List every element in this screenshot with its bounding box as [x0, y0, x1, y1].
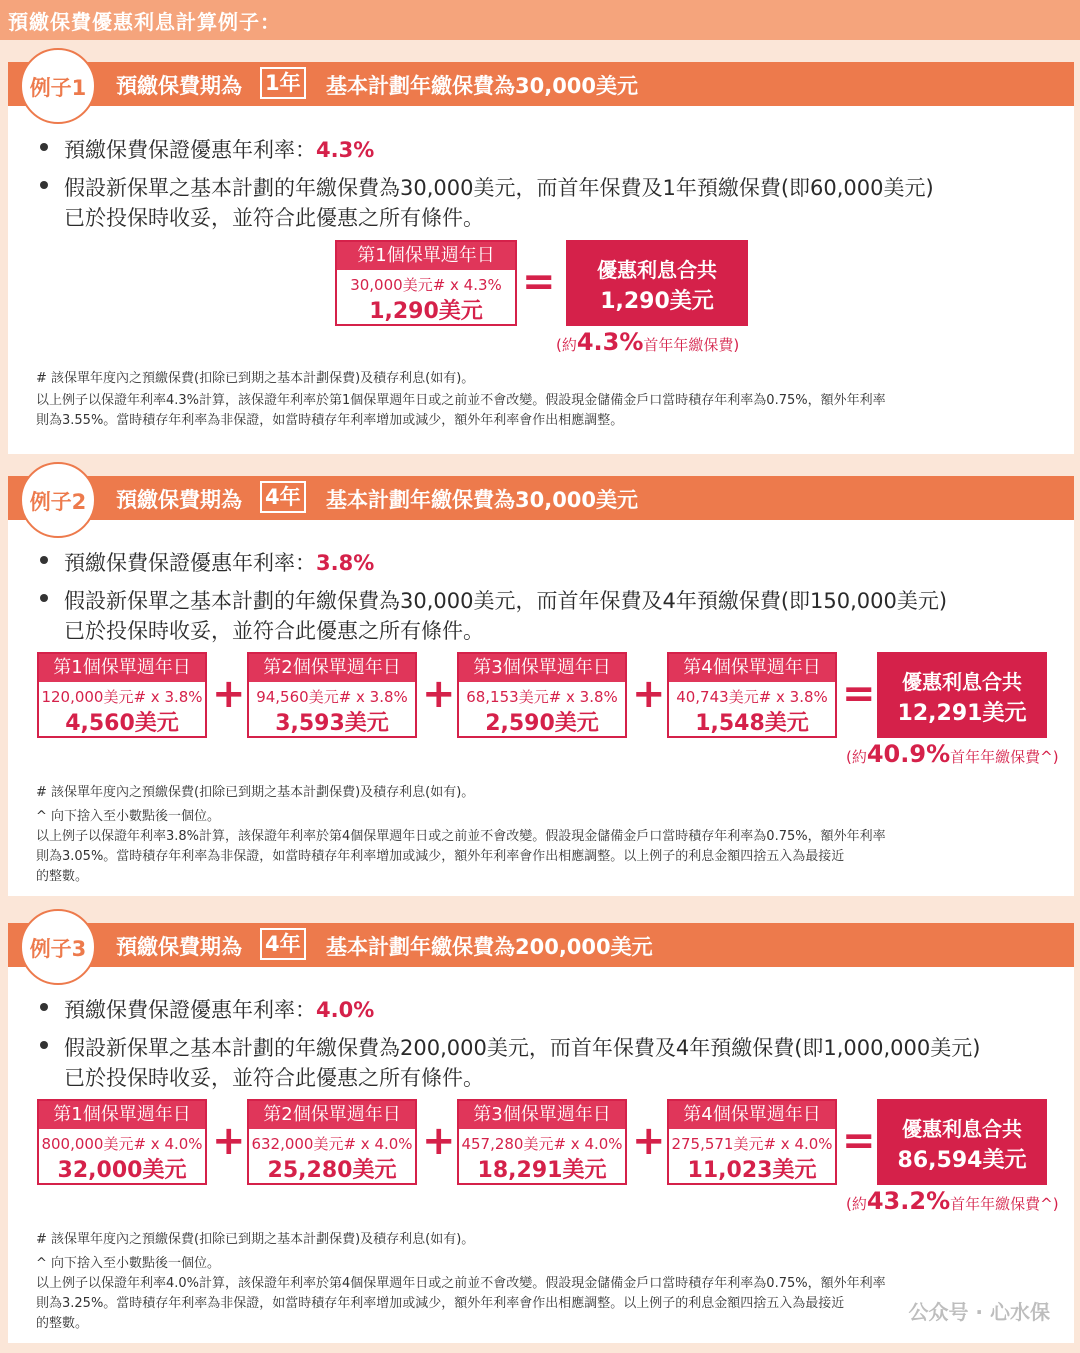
- example-3-badge: 例子3: [20, 909, 96, 985]
- example-2-rate-line: 預繳保費保證優惠年利率：3.8%: [64, 551, 375, 575]
- page-header: [0, 0, 1080, 40]
- example-2-calc-4: 第4個保單週年日 40,743美元# x 3.8% 1,548美元: [667, 652, 837, 738]
- equals-sign: =: [842, 1118, 876, 1164]
- example-2-badge: 例子2: [20, 462, 96, 538]
- equals-sign: =: [842, 671, 876, 717]
- example-1-desc-1: 假設新保單之基本計劃的年繳保費為30,000美元，而首年保費及1年預繳保費(即60,000美元): [64, 176, 934, 200]
- example-1-note-hash: # 該保單年度內之預繳保費(扣除已到期之基本計劃保費)及積存利息(如有)。: [36, 371, 475, 386]
- example-2-period: 4年: [260, 481, 306, 513]
- plus-sign: +: [212, 1118, 246, 1164]
- watermark: 公众号 · 心水保: [908, 1300, 1050, 1324]
- example-2-total: 優惠利息合共 12,291美元: [877, 652, 1047, 738]
- example-3-calc-2: 第2個保單週年日 632,000美元# x 4.0% 25,280美元: [247, 1099, 417, 1185]
- example-1-footnote: 以上例子以保證年利率4.3%計算，該保證年利率於第1個保單週年日或之前並不會改變。假設現金儲備金戶口當時積存年利率為0.75%，額外年利率 則為3.55%。當時積存年利率為非保證，如當時積存年利率增加或減少，額外年利率會作出相應調整。: [36, 393, 886, 428]
- example-3-calc-3: 第3個保單週年日 457,280美元# x 4.0% 18,291美元: [457, 1099, 627, 1185]
- example-1-badge: 例子1: [20, 48, 96, 124]
- example-3-calc-1: 第1個保單週年日 800,000美元# x 4.0% 32,000美元: [37, 1099, 207, 1185]
- example-2-footnote: 以上例子以保證年利率3.8%計算，該保證年利率於第4個保單週年日或之前並不會改變。假設現金儲備金戶口當時積存年利率為0.75%，額外年利率 則為3.05%。當時積存年利率為非保證，如當時積存年利率增加或減少，額外年利率會作出相應調整。以上例子的利息金額四捨五入為最接近 的整數。: [36, 829, 886, 884]
- plus-sign: +: [632, 671, 666, 717]
- plus-sign: +: [422, 671, 456, 717]
- example-1-calc-1: 第1個保單週年日 30,000美元# x 4.3% 1,290美元: [335, 240, 517, 326]
- example-3-total: 優惠利息合共 86,594美元: [877, 1099, 1047, 1185]
- example-2-approx: (約40.9%首年年繳保費^): [846, 740, 1059, 768]
- example-1-desc-2: 已於投保時收妥，並符合此優惠之所有條件。: [64, 206, 484, 230]
- example-1-title-post: 基本計劃年繳保費為30,000美元: [326, 74, 639, 98]
- plus-sign: +: [422, 1118, 456, 1164]
- example-3-rate-line: 預繳保費保證優惠年利率：4.0%: [64, 998, 375, 1022]
- equals-sign: =: [522, 259, 556, 305]
- example-1-period: 1年: [260, 67, 306, 99]
- example-1-banner: [8, 62, 1074, 106]
- example-3-card: 例子3 預繳保費期為 4年 基本計劃年繳保費為200,000美元 預繳保費保證優惠年利率：4.0% 假設新保單之基本計劃的年繳保費為200,000美元，而首年保費及4年預繳保費(即1,000,000美元) 已於投保時收妥，並符合此優惠之所有條件。 第1個保單週年日 800,000美元# x 4.0% 32,000美元 + 第2個保單週年日 632,000美元# x 4.0% 25,280美元 + 第3個保單週年日 457,280美元# x 4.0% 18,291美元 + 第4個保單週年日 275,571美元# x 4.0% 11,023美元 = 優惠利息合共 86,594美元 (約43.2%首年年繳保費^) # 該保單年度內之預繳保費(扣除已到期之基本計劃保費)及積存利息(如有)。 ^ 向下捨入至小數點後一個位。 以上例子以保證年利率4.0%計算，該保證年利率於第4個保單週年日或之前並不會改變。假設現金儲備金戶口當時積存年利率為0.75%，額外年利率 則為3.25%。當時積存年利率為非保證，如當時積存年利率增加或減少，額外年利率會作出相應調整。以上例子的利息金額四捨五入為最接近 的整數。: [8, 923, 1074, 1343]
- example-3-period: 4年: [260, 928, 306, 960]
- page-title: 預繳保費優惠利息計算例子：: [8, 10, 281, 34]
- example-3-footnote: 以上例子以保證年利率4.0%計算，該保證年利率於第4個保單週年日或之前並不會改變。假設現金儲備金戶口當時積存年利率為0.75%，額外年利率 則為3.25%。當時積存年利率為非保證，如當時積存年利率增加或減少，額外年利率會作出相應調整。以上例子的利息金額四捨五入為最接近 的整數。: [36, 1276, 886, 1331]
- plus-sign: +: [212, 671, 246, 717]
- example-1-title-pre: 預繳保費期為: [116, 74, 242, 98]
- plus-sign: +: [632, 1118, 666, 1164]
- example-3-banner: 例子3 預繳保費期為 4年 基本計劃年繳保費為200,000美元: [8, 923, 1074, 967]
- example-3-approx: (約43.2%首年年繳保費^): [846, 1187, 1059, 1215]
- example-1-approx: (約4.3%首年年繳保費): [556, 328, 740, 356]
- example-2-calc-3: 第3個保單週年日 68,153美元# x 3.8% 2,590美元: [457, 652, 627, 738]
- example-1-card: [8, 62, 1074, 454]
- example-2-calc-2: 第2個保單週年日 94,560美元# x 3.8% 3,593美元: [247, 652, 417, 738]
- example-2-banner: 例子2 預繳保費期為 4年 基本計劃年繳保費為30,000美元: [8, 476, 1074, 520]
- example-1-total: 優惠利息合共 1,290美元: [566, 240, 748, 326]
- example-1-rate-line: 預繳保費保證優惠年利率：4.3%: [64, 138, 375, 162]
- example-3-calc-4: 第4個保單週年日 275,571美元# x 4.0% 11,023美元: [667, 1099, 837, 1185]
- example-1-rate: 4.3%: [316, 138, 375, 162]
- example-2-calc-1: 第1個保單週年日 120,000美元# x 3.8% 4,560美元: [37, 652, 207, 738]
- example-2-card: 例子2 預繳保費期為 4年 基本計劃年繳保費為30,000美元 預繳保費保證優惠年利率：3.8% 假設新保單之基本計劃的年繳保費為30,000美元，而首年保費及4年預繳保費(即150,000美元) 已於投保時收妥，並符合此優惠之所有條件。 第1個保單週年日 120,000美元# x 3.8% 4,560美元 + 第2個保單週年日 94,560美元# x 3.8% 3,593美元 + 第3個保單週年日 68,153美元# x 3.8% 2,590美元 + 第4個保單週年日 40,743美元# x 3.8% 1,548美元 = 優惠利息合共 12,291美元 (約40.9%首年年繳保費^) # 該保單年度內之預繳保費(扣除已到期之基本計劃保費)及積存利息(如有)。 ^ 向下捨入至小數點後一個位。 以上例子以保證年利率3.8%計算，該保證年利率於第4個保單週年日或之前並不會改變。假設現金儲備金戶口當時積存年利率為0.75%，額外年利率 則為3.05%。當時積存年利率為非保證，如當時積存年利率增加或減少，額外年利率會作出相應調整。以上例子的利息金額四捨五入為最接近 的整數。: [8, 476, 1074, 896]
